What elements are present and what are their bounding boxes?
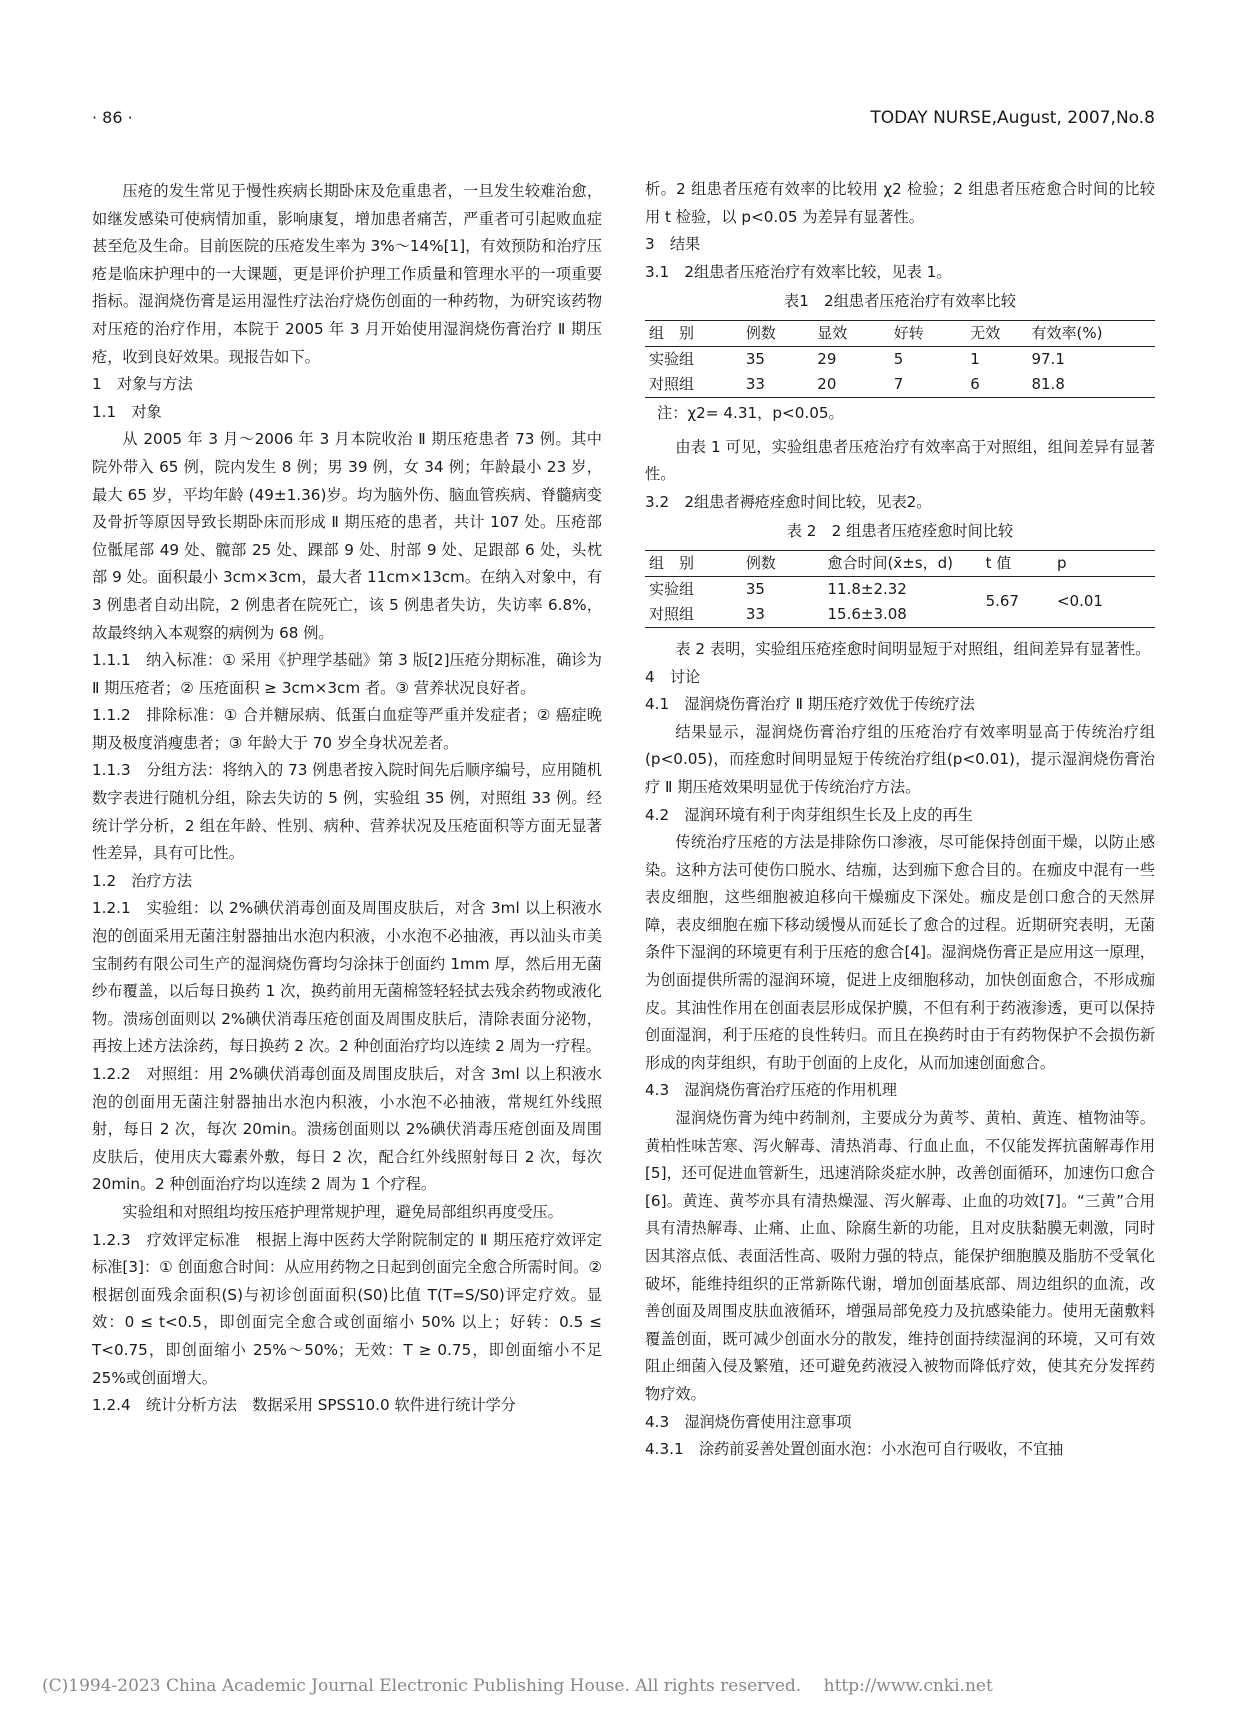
body-paragraph: 由表 1 可见，实验组患者压疮治疗有效率高于对照组，组间差异有显著性。 [645,437,1155,484]
table-header-cell: 例数 [745,553,776,572]
table-header-cell: 组 别 [649,553,695,572]
body-paragraph: 传统治疗压疮的方法是排除伤口渗液，尽可能保持创面干燥，以防止感染。这种方法可使伤口脱水、结痂，达到痂下愈合目的。在痂皮中混有一些表皮细胞，这些细胞被迫移向干燥痂皮下深处。痂皮是创口愈合的天然屏障，表皮细胞在痂下移动缓慢从而延长了愈合的过程。近期研究表明，无菌条件下湿润的环境更有利于压疮的愈合[4]。湿润烧伤膏正是应用这一原理，为创面提供所需的湿润环境，促进上皮细胞移动，加快创面愈合，不形成痂皮。其油性作用在创面表层形成保护膜，不但有利于药液渗透，更可以保持创面湿润，利于压疮的良性转归。而且在换药时由于有药物保护不会损伤新形成的肉芽组织，有助于创面的上皮化，从而加速创面愈合。 [645,833,1155,1072]
section-heading: 4.3 湿润烧伤膏治疗压疮的作用机理 [645,1081,897,1100]
body-paragraph: 实验组和对照组均按压疮护理常规护理，避免局部组织再度受压。 [122,1202,563,1221]
table-header-cell: 显效 [817,323,848,342]
table-header-cell: p [1056,553,1067,572]
table-cell: 实验组 [649,349,695,368]
section-heading: 1.1.3 分组方法：将纳入的 73 例患者按入院时间先后顺序编号，应用随机数字表进行随机分组，除去失访的 5 例，实验组 35 例，对照组 33 例。经统计学分析，2 组在年龄、性别、病种、营养状况及压疮面积等方面无显著性差异，具有可比性。 [92,761,602,863]
table-header-cell: t 值 [985,553,1012,572]
section-heading: 1.1.1 纳入标准：① 采用《护理学基础》第 3 版[2]压疮分期标准，确诊为 Ⅱ 期压疮者；② 压疮面积 ≥ 3cm×3cm 者。③ 营养状况良好者。 [92,651,602,697]
section-heading: 1.2.4 统计分析方法 数据采用 SPSS10.0 软件进行统计学分 [92,1396,516,1415]
body-paragraph: 从 2005 年 3 月～2006 年 3 月本院收治 Ⅱ 期压疮患者 73 例。其中院外带入 65 例，院内发生 8 例；男 39 例，女 34 例；年龄最小 23 岁，最大 65 岁，平均年龄 (49±1.36)岁。均为脑外伤、脑血管疾病、脊髓病变及骨折等原因导致长期卧床而形成 Ⅱ 期压疮的患者，共计 107 处。压疮部位骶尾部 49 处、髋部 25 处、踝部 9 处、肘部 9 处、足跟部 6 处，头枕部 9 处。面积最小 3cm×3cm，最大者 11cm×13cm。在纳入对象中，有 3 例患者自动出院，2 例患者在院死亡，该 5 例患者失访，失访率 6.8%，故最终纳入本观察的病例为 68 例。 [92,430,602,642]
table1-note: 注：χ2= 4.31，p<0.05。 [657,403,844,422]
table-row [645,576,1155,602]
table-cell: 15.6±3.08 [827,604,907,623]
journal-header: TODAY NURSE,August, 2007,No.8 [870,108,1155,128]
table-header-cell: 无效 [970,323,1001,342]
table-cell: 33 [745,374,765,393]
section-heading: 4.3.1 涂药前妥善处置创面水泡：小水泡可自行吸收，不宜抽 [645,1440,1064,1459]
page-number: · 86 · [92,108,133,127]
section-heading: 4 讨论 [645,667,701,686]
section-heading: 1.1.2 排除标准：① 合并糖尿病、低蛋白血症等严重并发症者；② 癌症晚期及极度消瘦患者；③ 年龄大于 70 岁全身状况差者。 [92,706,602,752]
section-heading: 析。2 组患者压疮有效率的比较用 χ2 检验；2 组患者压疮愈合时间的比较用 t 检验，以 p<0.05 为差异有显著性。 [645,180,1155,226]
table-row [645,372,1155,398]
table-header-cell: 组 别 [649,323,695,342]
section-heading: 3.2 2组患者褥疮痊愈时间比较，见表2。 [645,492,932,511]
body-paragraph: 湿润烧伤膏为纯中药制剂，主要成分为黄芩、黄柏、黄连、植物油等。黄柏性味苦寒、泻火解毒、清热消毒、行血止血，不仅能发挥抗菌解毒作用[5]，还可促进血管新生，迅速消除炎症水肿，改善创面循环，加速伤口愈合[6]。黄连、黄芩亦具有清热燥湿、泻火解毒、止血的功效[7]。“三黄”合用具有清热解毒、止痛、止血、除腐生新的功能，且对皮肤黏膜无刺激，同时因其溶点低、表面活性高、吸附力强的特点，能保护细胞膜及脂肪不受氧化破坏，能维持组织的正常新陈代谢，增加创面基底部、周边组织的血流，改善创面及周围皮肤血液循环，增强局部免疫力及抗感染能力。使用无菌敷料覆盖创面，既可减少创面水分的散发，维持创面持续湿润的环境，又可有效阻止细菌入侵及繁殖，还可避免药液浸入被物而降低疗效，使其充分发挥药物疗效。 [645,1109,1155,1403]
body-paragraph: 结果显示，湿润烧伤膏治疗组的压疮治疗有效率明显高于传统治疗组(p<0.05)，而痊愈时间明显短于传统治疗组(p<0.01)，提示湿润烧伤膏治疗 Ⅱ 期压疮效果明显优于传统治疗方法。 [645,722,1155,796]
table-header-cell: 好转 [893,323,924,342]
table-cell: 11.8±2.32 [827,579,907,598]
table-row [645,346,1155,372]
table2 [645,550,1155,628]
table-cell: 6 [970,374,980,393]
section-heading: 1.2.1 实验组：以 2%碘伏消毒创面及周围皮肤后，对含 3ml 以上积液水泡的创面采用无菌注射器抽出水泡内积液，小水泡不必抽液，再以汕头市美宝制药有限公司生产的湿润烧伤膏均匀涂抹于创面约 1mm 厚，然后用无菌纱布覆盖，以后每日换药 1 次，换药前用无菌棉签轻轻拭去残余药物或液化物。溃疡创面则以 2%碘伏消毒压疮创面及周围皮肤后，清除表面分泌物，再按上述方法涂药，每日换药 2 次。2 种创面治疗均以连续 2 周为一疗程。 [92,899,602,1056]
p-value: <0.01 [1056,592,1103,611]
table1 [645,320,1155,398]
table-cell: 实验组 [649,579,695,598]
right-column [645,176,1155,1464]
section-heading: 1 对象与方法 [92,375,193,394]
table-header-cell: 愈合时间(x̄±s，d) [827,553,953,572]
table-cell: 对照组 [649,374,695,393]
copyright-footer: (C)1994-2023 China Academic Journal Electronic Publishing House. All rights reserved. http://www.cnki.net [42,1676,993,1696]
right-column-bottom [645,636,1155,1464]
table-cell: 29 [817,349,837,368]
section-heading: 3 结果 [645,235,701,254]
section-heading: 1.2.3 疗效评定标准 根据上海中医药大学附院制定的 Ⅱ 期压疮疗效评定标准[3]：① 创面愈合时间：从应用药物之日起到创面完全愈合所需时间。② 根据创面残余面积(S)与初诊创面面积(S0)比值 T(T=S/S0)评定疗效。显效：0 ≤ t<0.5，即创面完全愈合或创面缩小 50% 以上；好转：0.5 ≤ T<0.75，即创面缩小 25%～50%；无效：T ≥ 0.75，即创面缩小不足 25%或创面增大。 [92,1230,602,1387]
section-heading: 4.3 湿润烧伤膏使用注意事项 [645,1412,852,1431]
t-value: 5.67 [985,592,1019,611]
table2-caption: 表 2 2 组患者压疮痊愈时间比较 [786,522,1014,541]
table1-header-row [645,320,1155,346]
section-heading: 1.2 治疗方法 [92,871,193,890]
section-heading: 1.1 对象 [92,402,162,421]
table1-caption: 表1 2组患者压疮治疗有效率比较 [784,292,1016,311]
section-heading: 4.1 湿润烧伤膏治疗 Ⅱ 期压疮疗效优于传统疗法 [645,695,975,714]
table-cell: 35 [745,579,765,598]
table-cell: 5 [893,349,904,368]
right-column-middle [645,434,1155,517]
left-column [92,178,602,1420]
section-heading: 1.2.2 对照组：用 2%碘伏消毒创面及周围皮肤后，对含 3ml 以上积液水泡的创面用无菌注射器抽出水泡内积液，小水泡不必抽液，常规红外线照射，每日 2 次，每次 20min。溃疡创面则以 2%碘伏消毒压疮创面及周围皮肤后，使用庆大霉素外敷，每日 2 次，配合红外线照射每日 2 次，每次 20min。2 种创面治疗均以连续 2 周为 1 个疗程。 [92,1065,602,1194]
table-cell: 20 [817,374,837,393]
section-heading: 3.1 2组患者压疮治疗有效率比较，见表 1。 [645,262,952,281]
table-cell: 1 [970,349,980,368]
body-paragraph: 表 2 表明，实验组压疮痊愈时间明显短于对照组，组间差异有显著性。 [675,639,1151,658]
table-cell: 33 [745,604,765,623]
section-heading: 4.2 湿润环境有利于肉芽组织生长及上皮的再生 [645,805,973,824]
table-cell: 97.1 [1031,349,1065,368]
table-cell: 对照组 [649,604,695,623]
right-column-top [645,176,1155,286]
table-cell: 81.8 [1031,374,1065,393]
body-paragraph: 压疮的发生常见于慢性疾病长期卧床及危重患者，一旦发生较难治愈，如继发感染可使病情加重，影响康复，增加患者痛苦，严重者可引起败血症甚至危及生命。目前医院的压疮发生率为 3%～14%[1]，有效预防和治疗压疮是临床护理中的一大课题，更是评价护理工作质量和管理水平的一项重要指标。湿润烧伤膏是运用湿性疗法治疗烧伤创面的一种药物，为研究该药物对压疮的治疗作用，本院于 2005 年 3 月开始使用湿润烧伤膏治疗 Ⅱ 期压疮，收到良好效果。现报告如下。 [92,182,602,366]
table-header-cell: 例数 [745,323,776,342]
table-cell: 35 [745,349,765,368]
table-header-cell: 有效率(%) [1031,323,1103,342]
table-cell: 7 [893,374,904,393]
table2-header-row [645,550,1155,576]
